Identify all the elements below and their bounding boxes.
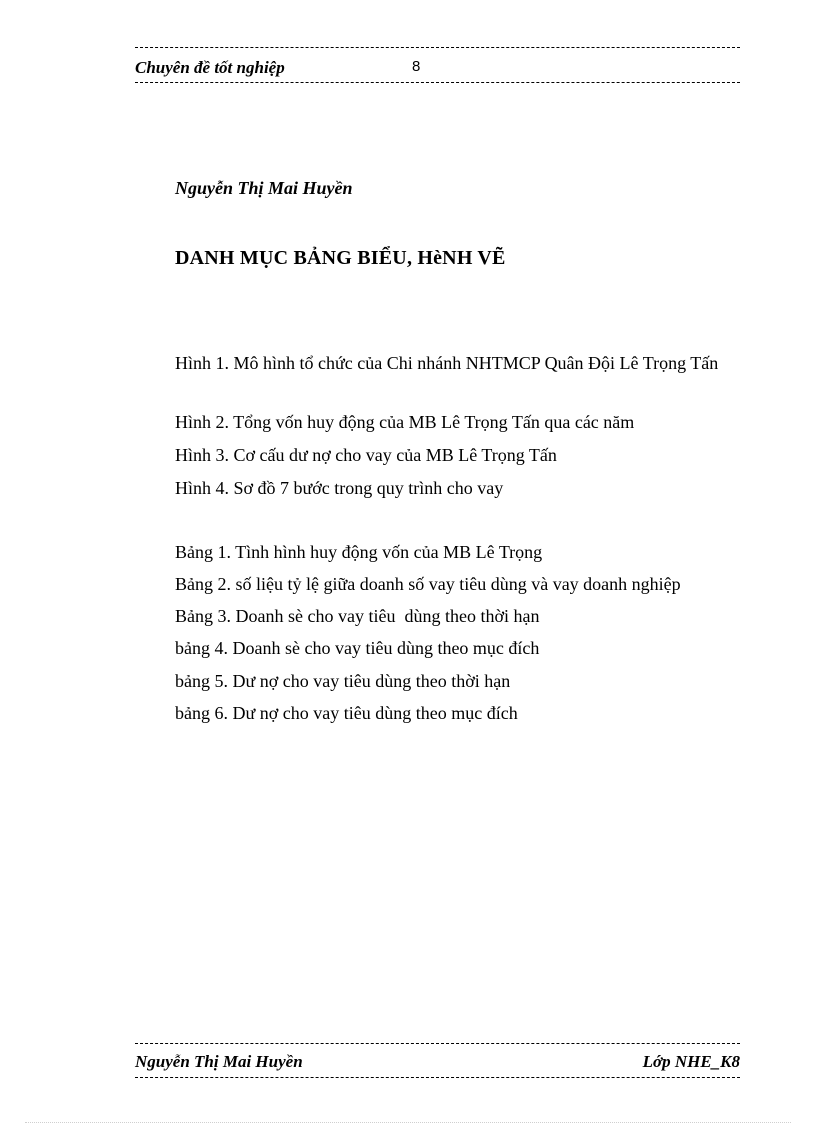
figure-item: Hình 1. Mô hình tổ chức của Chi nhánh NHTMCP Quân Đội Lê Trọng Tấn [175, 353, 719, 373]
figure-item: Hình 3. Cơ cấu dư nợ cho vay của MB Lê Trọng Tấn [175, 445, 557, 465]
figure-item: Hình 4. Sơ đồ 7 bước trong quy trình cho vay [175, 478, 504, 498]
header-bottom-rule [135, 82, 740, 83]
table-item: bảng 4. Doanh sè cho vay tiêu dùng theo mục đích [175, 638, 540, 658]
table-item: bảng 6. Dư nợ cho vay tiêu dùng theo mục đích [175, 703, 518, 723]
page-number: 8 [412, 58, 421, 75]
table-item: Bảng 1. Tình hình huy động vốn của MB Lê Trọng [175, 542, 543, 562]
header-title: Chuyên đề tốt nghiệp [135, 58, 285, 77]
footer-top-rule [135, 1043, 740, 1044]
author-name: Nguyễn Thị Mai Huyền [175, 178, 353, 198]
table-item: Bảng 3. Doanh sè cho vay tiêu dùng theo thời hạn [175, 606, 540, 626]
page-title: DANH MỤC BẢNG BIỂU, HèNH VẼ [175, 247, 506, 269]
header-top-rule [135, 47, 740, 48]
footer-class: Lớp NHE_K8 [642, 1052, 740, 1071]
footer-bottom-rule [135, 1077, 740, 1078]
figure-item: Hình 2. Tổng vốn huy động của MB Lê Trọng Tấn qua các năm [175, 412, 635, 432]
table-item: bảng 5. Dư nợ cho vay tiêu dùng theo thời hạn [175, 671, 511, 691]
footer-author: Nguyễn Thị Mai Huyền [135, 1052, 303, 1071]
table-item: Bảng 2. số liệu tỷ lệ giữa doanh số vay tiêu dùng và vay doanh nghiệp [175, 574, 681, 594]
